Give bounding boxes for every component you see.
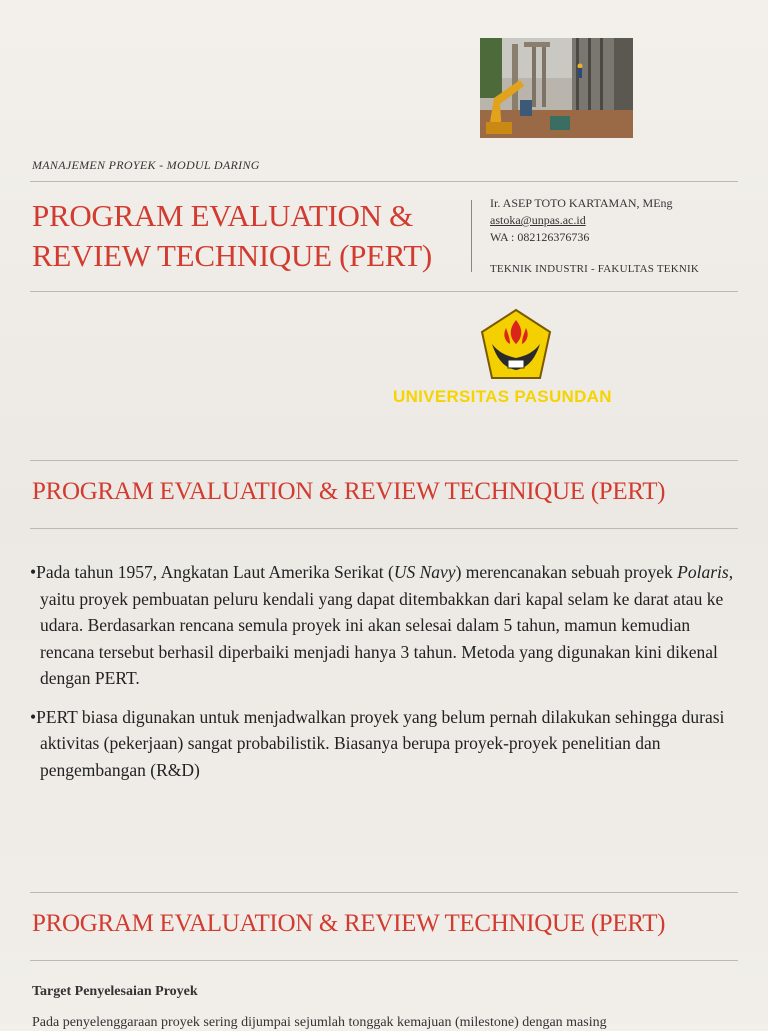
title-line-1: PROGRAM EVALUATION & [32,198,413,233]
subheading: Target Penyelesaian Proyek [32,984,198,999]
divider [30,460,738,461]
course-kicker: MANAJEMEN PROYEK - MODUL DARING [32,158,260,172]
list-item: • Pada tahun 1957, Angkatan Laut Amerika Serikat (US Navy) merencanakan sebuah proyek Polaris, yaitu proyek pembuatan peluru kendali yang dapat ditembakkan dari kapal selam ke darat atau ke udara. Berdasarkan rencana semula proyek ini akan selesai dalam 5 tahun, mamun kemudian rencana tersebut berhasil diperbaiki menjadi hanya 3 tahun. Metoda yang digunakan kini dikenal dengan PERT. [30,559,742,692]
vertical-divider [471,200,472,272]
divider [30,892,738,893]
author-block [490,195,673,246]
divider [30,960,738,961]
university-logo-icon [480,308,552,382]
divider [30,291,738,292]
author-email-link[interactable]: astoka@unpas.ac.id [490,213,586,227]
university-name: UNIVERSITAS PASUNDAN [393,387,612,406]
bullet-list [30,559,742,795]
section-heading: PROGRAM EVALUATION & REVIEW TECHNIQUE (PERT) [32,478,666,505]
author-name: Ir. ASEP TOTO KARTAMAN, MEng [490,196,673,210]
author-phone: WA : 082126376736 [490,230,590,244]
department: TEKNIK INDUSTRI - FAKULTAS TEKNIK [490,263,700,275]
construction-photo [480,38,633,138]
divider [30,528,738,529]
divider [30,181,738,182]
list-item: • PERT biasa digunakan untuk menjadwalkan proyek yang belum pernah dilakukan sehingga durasi aktivitas (pekerjaan) sangat probabilistik. Biasanya berupa proyek-proyek penelitian dan pengembangan (R&D) [30,704,742,784]
title-line-2: REVIEW TECHNIQUE (PERT) [32,238,432,273]
body-text: Pada penyelenggaraan proyek sering dijumpai sejumlah tonggak kemajuan (milestone) dengan masing [32,1015,607,1030]
section-heading: PROGRAM EVALUATION & REVIEW TECHNIQUE (PERT) [32,910,666,937]
page-title [32,196,462,276]
